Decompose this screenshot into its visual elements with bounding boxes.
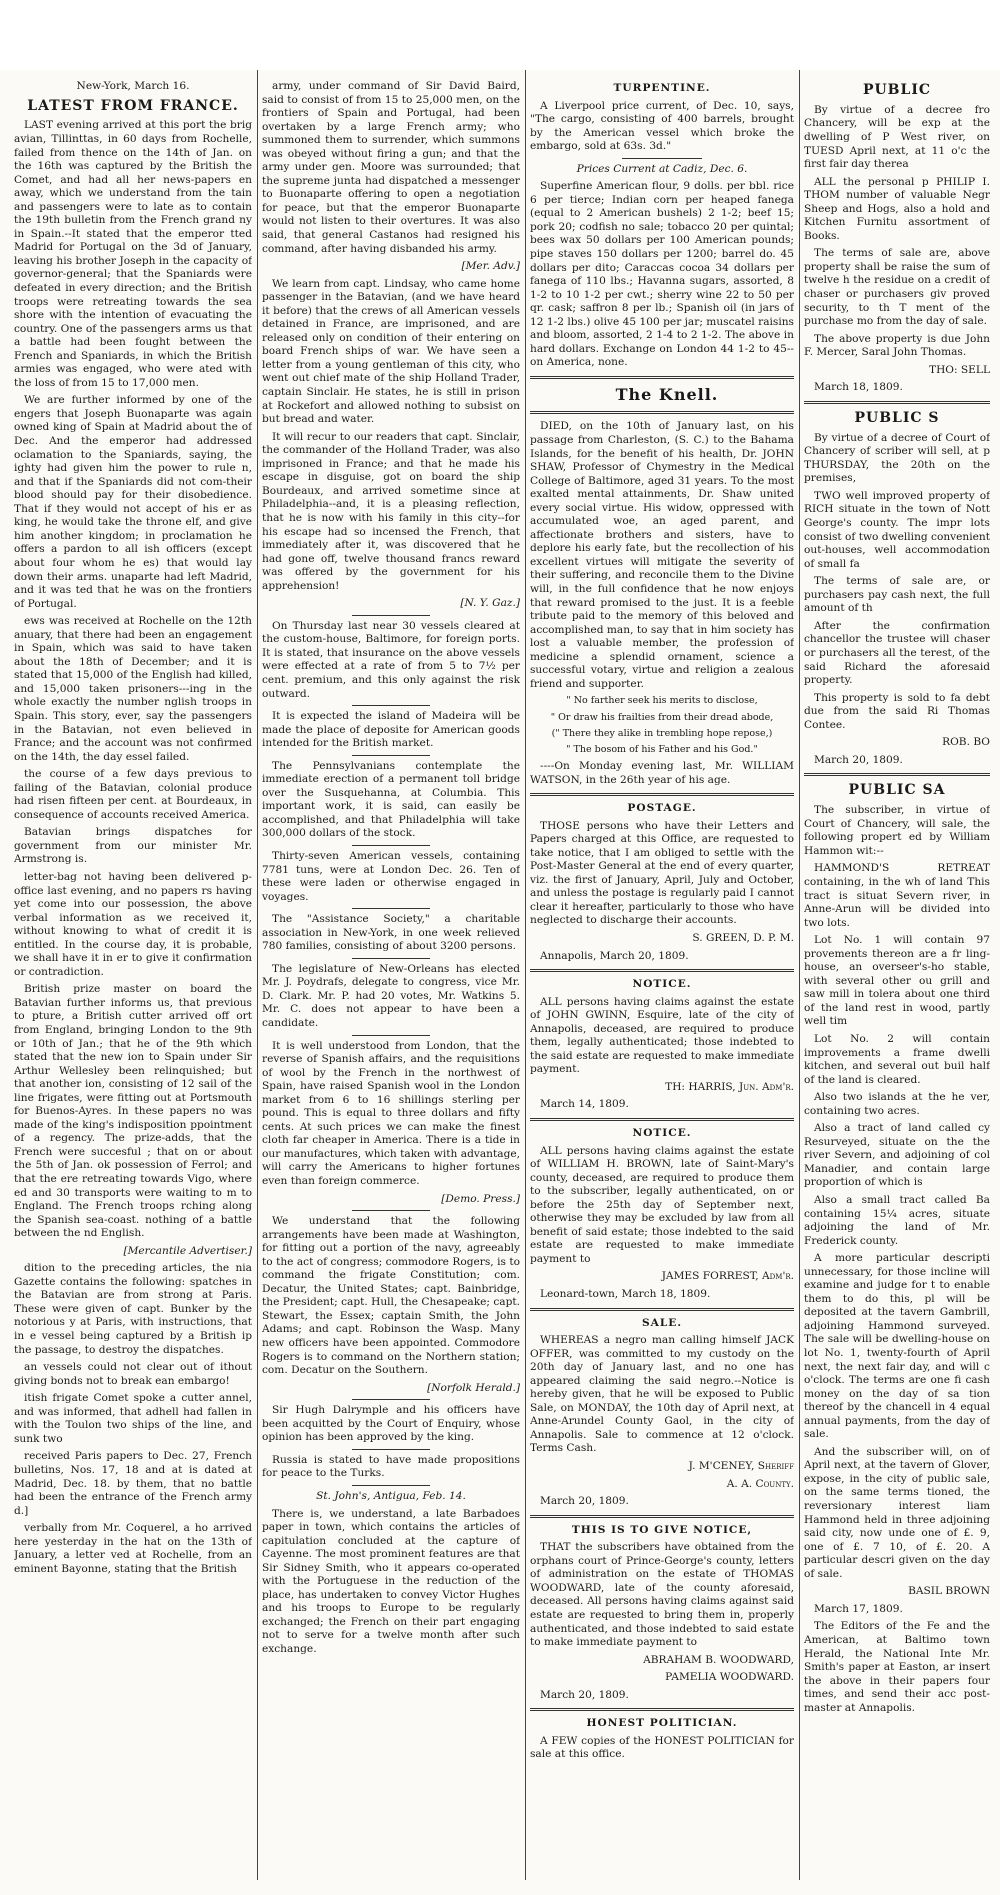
notice-paragraph: The subscriber, in virtue of Court of Chancery, will sale, the following propert ed by William Hammon wit:-- — [804, 804, 990, 857]
article-paragraph: It is well understood from London, that the reverse of Spanish affairs, and the requisitions of wool by the French in the northwest of Spain, have raised Spanish wool in the London market from 6 to 16 shillings sterling per pound. This is equal to three dollars and fifty cents. At such prices we can make the finest cloth far cheaper in America. There is a tide in our manufactures, which taken with advantage, will carry the Americans to higher fortunes even than foreign commerce. — [262, 1039, 520, 1188]
notice-paragraph: THAT the subscribers have obtained from the orphans court of Prince-George's county, letters of administration on the estate of THOMAS WOODWARD, late of the county aforesaid, deceased. All persons having claims against said estate are requested to bring them in, properly authenticated, and those indebted to said estate to make immediate payment to — [530, 1541, 794, 1649]
signature: ABRAHAM B. WOODWARD, — [643, 1653, 794, 1666]
notice-paragraph: ALL the personal p PHILIP I. THOM number of valuable Negr Sheep and Hogs, also a hold and Kitchen Furnitu assortment of Books. — [804, 175, 990, 242]
article-paragraph: We understand that the following arrangements have been made at Washington, for fitting out a portion of the navy, agreeably to the act of congress; commodore Rogers, is to command the frigate Constitution; com. Decatur, the United States; capt. Bainbridge, the President; capt. Hull, the Chesapeake; capt. Stewart, the Essex; captain Smith, the John Adams; and capt. Robinson the Wasp. Many new officers have been appointed. Commodore Rogers is to command on the Northern station; com. Decatur on the Southern. — [262, 1215, 520, 1377]
notice-paragraph: WHEREAS a negro man calling himself JACK OFFER, was committed to my custody on the 20th day of January last, and no one has appeared claiming the said negro.--Notice is hereby given, that he will be exposed to Public Sale, on MONDAY, the 10th day of April next, at Anne-Arundel County Gaol, in the city of Annapolis. Sale to commence at 12 o'clock. Terms Cash. — [530, 1334, 794, 1455]
obituary-paragraph: DIED, on the 10th of January last, on his passage from Charleston, (S. C.) to the Bahama Islands, for the benefit of his health, Dr. JOHN SHAW, Professor of Chymestry in the Medical College of Baltimore, aged 31 years. To the most exalted mental attainments, Dr. Shaw united every social virtue. His widow, oppressed with accumulated woe, an aged parent, and affectionate brothers and sisters, have to deplore his early fate, but the recollection of his excellent virtues will mitigate the severity of their suffering, and reconcile them to the Divine will, in the full confidence that he now enjoys that reward promised to the just. It is a feeble tribute paid to the memory of this beloved and accomplished man, to say that in him society has lost a valuable member, the profession of medicine a splendid ornament, science a successful votary, virtue and religion a zealous friend and supporter. — [530, 420, 794, 690]
notice-paragraph: By virtue of a decree of Court of Chancery of scriber will sell, at p THURSDAY, the 20th on the premises, — [804, 431, 990, 485]
notice-paragraph: The Editors of the Fe and the American, at Baltimo town Herald, the National Inte Mr. Smith's paper at Easton, ar insert the above in their papers four times, and send their acc post-master at Annapolis. — [804, 1620, 990, 1714]
signature: ROB. BO — [942, 736, 990, 749]
signature: A. A. County. — [726, 1477, 794, 1490]
notice-paragraph: After the confirmation chancellor the trustee will chaser or purchasers all the terest, of the said Richard the aforesaid property. — [804, 619, 990, 687]
column-1 — [14, 80, 252, 1870]
article-paragraph: On Thursday last near 30 vessels cleared at the custom-house, Baltimore, for foreign ports. It is stated, that insurance on the above vessels were effected at a rate of from 5 to 7½ per cent. premium, and this only against the risk outward. — [262, 619, 520, 700]
heading-the-knell: The Knell. — [615, 384, 719, 404]
heading-turpentine: TURPENTINE. — [613, 82, 711, 94]
signature: BASIL BROWN — [908, 1585, 990, 1598]
article-paragraph: received Paris papers to Dec. 27, French bulletins, Nos. 17, 18 and at is dated at Madrid, Dec. 18. by them, that no battle had been the entrance of the French army d.] — [14, 1450, 252, 1517]
source-credit: [Norfolk Herald.] — [427, 1381, 520, 1394]
notice-paragraph: TWO well improved property of RICH situate in the town of Nott George's county. The impr lots consist of two dwelling convenient out-houses, well accommodation of small fa — [804, 489, 990, 570]
article-paragraph: Sir Hugh Dalrymple and his officers have been acquitted by the Court of Enquiry, whose opinion has been approved by the king. — [262, 1404, 520, 1444]
source-credit: [Mer. Adv.] — [461, 260, 520, 273]
verse-line: (" There they alike in trembling hope repose,) — [551, 727, 773, 739]
double-rule — [530, 1118, 794, 1121]
article-paragraph: The legislature of New-Orleans has elected Mr. J. Poydrafs, delegate to congress, vice Mr. D. Clark. Mr. P. had 20 votes, Mr. Watkins 5. Mr. C. does not appear to have been a candidate. — [262, 962, 520, 1029]
separator — [352, 1210, 429, 1211]
heading-notice: NOTICE. — [632, 978, 692, 991]
separator — [352, 615, 429, 616]
notice-paragraph: Lot No. 1 will contain 97 provements thereon are a fr ling-house, an overseer's-ho stable, with several other ou grill and saw mill in tolera about one third of the land rest in wood, partly well tim — [804, 934, 990, 1028]
verse-line: " The bosom of his Father and his God." — [566, 743, 758, 755]
article-paragraph: Batavian brings dispatches for government from our minister Mr. Armstrong is. — [14, 826, 252, 866]
article-paragraph: A Liverpool price current, of Dec. 10, says, "The cargo, consisting of 400 barrels, brought by the American vessel which broke the embargo, sold at 63s. 3d." — [530, 99, 794, 153]
column-rule — [257, 70, 258, 1880]
signature: PAMELIA WOODWARD. — [665, 1671, 794, 1684]
verse-line: " No farther seek his merits to disclose, — [566, 695, 758, 707]
article-paragraph: It is expected the island of Madeira will be made the place of deposite for American goods intended for the British market. — [262, 710, 520, 750]
date-line: March 20, 1809. — [814, 753, 903, 766]
article-paragraph: Superfine American flour, 9 dolls. per bbl. rice 6 per tierce; Indian corn per heaped fanega (equal to 2 American bushels) 2 1-2; beef 15; pork 20; codfish no sale; tobacco 20 per quintal; bees wax 50 dollars per 100 American pounds; pipe staves 150 dollars per 1200; barrel do. 45 dollars per dito; Caraccas cocoa 34 dollars per fanega of 110 lbs.; Havanna sugars, assorted, 8 1-2 to 10 1-2 per cwt.; sherry wine 22 to 50 per qr. cask; saffron 8 per lb.; Spanish oil (in jars of 12 1-2 lbs.) olive 45 100 per jar; muscatel raisins and bloom, assorted, 2 1-4 to 2 1-2. The above in hard dollars. Exchange on London 44 1-2 to 45--on America, none. — [530, 180, 794, 369]
separator — [352, 958, 429, 959]
notice-paragraph: A more particular descripti unnecessary, for those incline will examine and judge for t to enable them to do this, pl will be deposited at the tavern Gambrill, adjoining Hammond surveyed. The sale will be dwelling-house on lot No. 1, twenty-fourth of April next, the next fair day, and will c o'clock. The terms are one fi cash money on the day of sa tion thereof by the chancell in 4 equal annual payments, from the day of sale. — [804, 1252, 990, 1441]
date-line: Annapolis, March 20, 1809. — [540, 949, 689, 962]
double-rule — [530, 969, 794, 972]
top-margin — [0, 0, 1000, 70]
separator — [352, 1485, 429, 1486]
double-rule — [530, 793, 794, 796]
article-paragraph: Russia is stated to have made propositions for peace to the Turks. — [262, 1453, 520, 1480]
article-paragraph: We are further informed by one of the engers that Joseph Buonaparte was again owned king of Spain at Madrid about the of Dec. And the emperor had addressed oclamation to the Spaniards, saying, the ighty had given him the power to rule n, and that if the Spaniards did not com-their blood should pay for their disobedience. That if they would not accept of his er as king, he would take the throne elf, and give him another kingdom; in proclamation he offers a pardon to all ish officers (except about four whom he es) that would lay down their arms. unaparte had left Madrid, and it was ted that he was on the frontiers of Portugal. — [14, 394, 252, 610]
double-rule — [530, 1708, 794, 1711]
headline-latest-from-france: LATEST FROM FRANCE. — [27, 97, 239, 114]
date-line: March 20, 1809. — [540, 1688, 629, 1701]
double-rule — [530, 1308, 794, 1311]
notice-paragraph: Lot No. 2 will contain improvements a frame dwelli kitchen, and several out buil half of the land is cleared. — [804, 1032, 990, 1086]
article-paragraph: verbally from Mr. Coquerel, a ho arrived here yesterday in the hat on the 13th of January, a letter ved at Rochelle, from an eminent Bayonne, stating that the British — [14, 1522, 252, 1575]
notice-paragraph: This property is sold to fa debt due from the said Ri Thomas Contee. — [804, 691, 990, 731]
separator — [352, 705, 429, 706]
notice-paragraph: The terms of sale are, or purchasers pay cash next, the full amount of th — [804, 575, 990, 615]
heading-prices-current: Prices Current at Cadiz, Dec. 6. — [576, 162, 748, 175]
column-rule — [799, 70, 800, 1880]
notice-paragraph: ALL persons having claims against the estate of JOHN GWINN, Esquire, late of the city of Annapolis, deceased, are required to produce them, legally authenticated; those indebted to the said estate are requested to make immediate payment. — [530, 995, 794, 1076]
signature: THO: SELL — [929, 363, 990, 376]
column-4 — [804, 80, 990, 1870]
date-line: March 18, 1809. — [814, 381, 903, 394]
signature: TH: HARRIS, Jun. Adm'r. — [665, 1080, 794, 1093]
signature: JAMES FORREST, Adm'r. — [661, 1270, 794, 1283]
separator — [352, 908, 429, 909]
double-rule — [530, 376, 794, 379]
notice-paragraph: Also a tract of land called cy Resurveyed, situate on the the river Severn, and adjoining of col Manadier, and contain large proportion of which is — [804, 1122, 990, 1189]
notice-paragraph: Also two islands at the he ver, containing two acres. — [804, 1091, 990, 1117]
notice-paragraph: And the subscriber will, on of April next, at the tavern of Glover, expose, in the city of public sale, on the same terms tioned, the reversionary interest liam Hammond held in three adjoining said city, now unde one of £. 9, one of £. 7 10, of £. 20. A particular descri given on the day of sale. — [804, 1445, 990, 1580]
article-paragraph: ews was received at Rochelle on the 12th anuary, that there had been an engagement in Spain, which was said to have taken about the 18th of December; and it is stated that 15,000 of the English had killed, and 15,000 taken prisoners---ing in the whole exactly the number nglish troops in Spain. This story, ever, say the passengers in the Batavian, not even believed in France; and the account was not confirmed on the 14th, the day essel failed. — [14, 615, 252, 763]
article-paragraph: itish frigate Comet spoke a cutter annel, and was informed, that adhell had fallen in with the Toulon two ships of the line, and sunk two — [14, 1392, 252, 1445]
double-rule — [530, 1515, 794, 1518]
heading-honest-politician: HONEST POLITICIAN. — [586, 1717, 738, 1730]
separator — [352, 845, 429, 846]
separator — [622, 158, 701, 159]
obituary-paragraph: ----On Monday evening last, Mr. WILLIAM WATSON, in the 26th year of his age. — [530, 759, 794, 786]
date-line: March 17, 1809. — [814, 1602, 903, 1615]
column-3 — [530, 80, 794, 1870]
notice-paragraph: The terms of sale are, above property shall be raise the sum of twelve h the residue on a credit of chaser or purchasers giv proved security, to th T ment of the purchase mo from the day of sale. — [804, 247, 990, 328]
separator — [352, 755, 429, 756]
heading-sale: SALE. — [641, 1316, 683, 1329]
double-rule — [804, 401, 990, 404]
heading-public-sale: PUBLIC S — [854, 409, 940, 426]
date-line: March 14, 1809. — [540, 1098, 629, 1111]
article-paragraph: Thirty-seven American vessels, containing 7781 tuns, were at London Dec. 26. Ten of these were laden or otherwise engaged in voyages. — [262, 849, 520, 903]
heading-postage: POSTAGE. — [627, 802, 697, 815]
notice-paragraph: Also a small tract called Ba containing 15¼ acres, situate adjoining the land of Mr. Frederick county. — [804, 1194, 990, 1247]
article-paragraph: The "Assistance Society," a charitable association in New-York, in one week relieved 780 families, consisting of about 3200 persons. — [262, 913, 520, 953]
separator — [352, 1399, 429, 1400]
signature: J. M'CENEY, Sheriff — [688, 1460, 794, 1473]
notice-paragraph: THOSE persons who have their Letters and Papers charged at this Office, are requested to take notice, that I am obliged to settle with the Post-Master General at the end of every quarter, viz. the first of January, April, July and October, and unless the postage is regularly paid I cannot clear it hereafter, particularly to those who have neglected to discharge their accounts. — [530, 819, 794, 927]
heading-notice: NOTICE. — [632, 1127, 692, 1139]
article-paragraph: the course of a few days previous to failing of the Batavian, colonial produce had risen fifteen per cent. at Bourdeaux, in consequence of accounts received America. — [14, 768, 252, 821]
separator — [352, 1035, 429, 1036]
article-paragraph: an vessels could not clear out of ithout giving bonds not to break ean embargo! — [14, 1361, 252, 1387]
article-paragraph: British prize master on board the Batavian further informs us, that previous to pture, a British cutter arrived off ort from England, bringing London to the 9th or 10th of Jan.; that he of the 9th which stated that the new ion to Spain under Sir Arthur Wellesley been relinquished; but that another ion, consisting of 12 sail of the line frigates, were fitting out at Portsmouth for Buenos-Ayres. In these papers no was made of the king's indisposition ppointment of a regency. The prize-adds, that the French were succesful ; that on or about the 5th of Jan. ok possession of Ferrol; and that the ere retreating towards Vigo, where ed and 30 transports were waiting to m to England. The French troops rching along the Spanish sea-coast. nothing of a battle between the nd English. — [14, 983, 252, 1240]
article-paragraph: We learn from capt. Lindsay, who came home passenger in the Batavian, (and we have heard it before) that the crews of all American vessels detained in France, are imprisoned, and are released only on condition of their entering on board French ships of war. We have seen a letter from a young gentleman of this city, who went out chief mate of the ship Holland Trader, captain Sinclair. He states, he is still in prison at Rockefort and allowed nothing to subsist on but bread and water. — [262, 277, 520, 426]
date-line: March 20, 1809. — [540, 1495, 629, 1508]
dateline: St. John's, Antigua, Feb. 14. — [316, 1489, 466, 1502]
article-paragraph: LAST evening arrived at this port the brig avian, Tillinttas, in 60 days from Rochelle, failed from thence on the 14th of Jan. on the 16th was captured by the British the Comet, and had all her news-papers en away, which we understand from the tain and passengers were to late as to contain the 19th bulletin from the French grand ny in Spain.--It stated that the emperor tted Madrid for Portugal on the 3d of January, leaving his brother Joseph in the capacity of governor-general; that the Spaniards were defeated in every direction; and the British troops were retreating towards the sea shore with the intention of evacuating the country. One of the passengers arms us that a battle had been fought between the French and Spaniards, in which the British armies was engaged, who were ated with the loss of from 15 to 17,000 men. — [14, 119, 252, 389]
column-2 — [262, 80, 520, 1870]
article-paragraph: The Pennsylvanians contemplate the immediate erection of a permanent toll bridge over the Susquehanna, at Columbia. This important work, it is said, can easily be accomplished, and that Philadelphia will take 300,000 dollars of the stock. — [262, 759, 520, 840]
article-paragraph: dition to the preceding articles, the nia Gazette contains the following: spatches in the Batavian are from strong at Paris. These were given of capt. Bunker by the notorious y at Paris, with instructions, that in e vessel being captured by a British ip the passage, to destroy the dispatches. — [14, 1262, 252, 1356]
column-rule — [525, 70, 526, 1880]
source-credit: [Mercantile Advertiser.] — [123, 1244, 252, 1257]
notice-paragraph: A FEW copies of the HONEST POLITICIAN for sale at this office. — [530, 1734, 794, 1761]
article-paragraph: It will recur to our readers that capt. Sinclair, the commander of the Holland Trader, was also imprisoned in France; and that he made his escape in disguise, got on board the ship Bourdeaux, and arrived sometime since at Philadelphia--and, it is a pleasing reflection, that he is now with his family in this city--for his escape had so incensed the French, that immediately after it, was discovered that he had gone off, twelve thousand francs reward was offered by the government for his apprehension! — [262, 430, 520, 592]
notice-paragraph: HAMMOND'S RETREAT containing, in the wh of land This tract is situat Severn river, in Anne-Arun will be divided into two lots. — [804, 862, 990, 929]
signature: S. GREEN, D. P. M. — [692, 931, 794, 944]
date-line: Leonard-town, March 18, 1809. — [540, 1288, 711, 1301]
source-credit: [Demo. Press.] — [441, 1192, 520, 1205]
article-paragraph: army, under command of Sir David Baird, said to consist of from 15 to 25,000 men, on the frontiers of Spain and Portugal, had been overtaken by a large French army; who summoned them to surrender, which summons was obeyed without firing a gun; and that the army under gen. Moore was surrounded; that the supreme junta had dispatched a messenger to Buonaparte offering to open a negotiation for peace, but that the emperor Buonaparte would not listen to their overtures. It was also said, that general Castanos had resigned his command, after having disbanded his army. — [262, 80, 520, 255]
article-paragraph: There is, we understand, a late Barbadoes paper in town, which contains the articles of capitulation concluded at the capture of Cayenne. The most prominent features are that Sir Sidney Smith, who it appears co-operated with the Portuguese in the reduction of the place, has undertaken to convey Victor Hughes and his troops to Europe to be regularly exchanged; the French on their part engaging not to serve for a twelve month after such exchange. — [262, 1507, 520, 1655]
verse-line: " Or draw his frailties from their dread abode, — [550, 711, 774, 723]
heading-public-sale: PUBLIC — [862, 82, 932, 98]
notice-paragraph: ALL persons having claims against the estate of WILLIAM H. BROWN, late of Saint-Mary's county, deceased, are required to produce them to the subscriber, legally authenticated, on or before the 25th day of September next, otherwise they may be excluded by law from all benefit of said estate; those indebted to the said estate are requested to make immediate payment to — [530, 1144, 794, 1265]
heading-public-sale: PUBLIC SA — [848, 782, 946, 799]
dateline: New-York, March 16. — [76, 80, 190, 92]
source-credit: [N. Y. Gaz.] — [460, 597, 520, 610]
double-rule — [804, 773, 990, 776]
notice-paragraph: The above property is due John F. Mercer, Saral John Thomas. — [804, 332, 990, 359]
notice-paragraph: By virtue of a decree fro Chancery, will be exp at the dwelling of P West river, on TUESD April next, at 11 o'c the first fair day therea — [804, 103, 990, 171]
article-paragraph: letter-bag not having been delivered p-office last evening, and no papers rs having yet come into our possession, the above verbal information as we received it, without knowing to what of credit it is entitled. In the course day, it is probable, we shall have it in er to give it confirmation or contradiction. — [14, 870, 252, 978]
separator — [352, 1449, 429, 1450]
double-rule — [530, 411, 794, 414]
heading-give-notice: THIS IS TO GIVE NOTICE, — [571, 1523, 753, 1536]
